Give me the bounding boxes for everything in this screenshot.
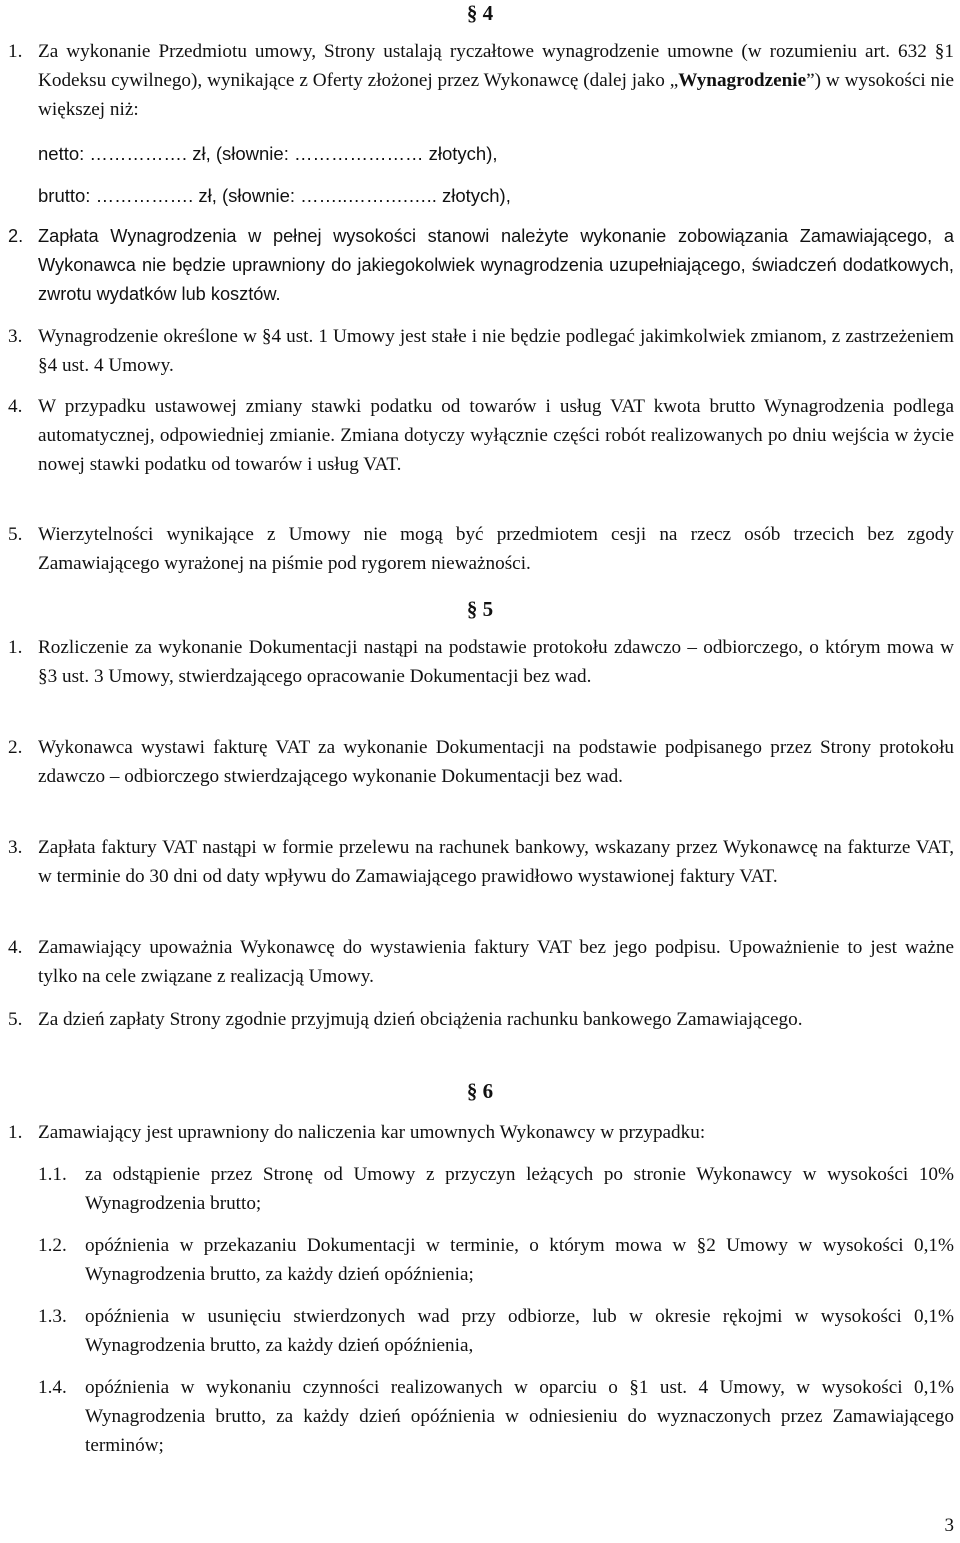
amount-brutto-line: brutto: ……………. zł, (słownie: ……..……….….. złotych), (38, 185, 511, 206)
paragraph-text: Wynagrodzenie określone w §4 ust. 1 Umowy jest stałe i nie będzie podlegać jakimkolwiek zmianom, z zastrzeżeniem §4 ust. 4 Umowy. (38, 326, 954, 376)
paragraph-text-part: ”) w wysokości nie większej niż: (38, 70, 954, 120)
paragraph-text: Wykonawca wystawi fakturę VAT za wykonanie Dokumentacji na podstawie podpisanego przez Strony protokołu zdawczo – odbiorczego stwierdzającego wykonanie Dokumentacji bez wad. (38, 737, 954, 787)
sub-item-1-3 (38, 1302, 954, 1360)
paragraph-5-2 (8, 733, 954, 791)
paragraph-5-1 (8, 633, 954, 691)
paragraph-4-3 (8, 322, 954, 380)
sub-item-1-2 (38, 1231, 954, 1289)
paragraph-number: 5. (8, 1009, 23, 1030)
paragraph-number: 3. (8, 326, 23, 347)
paragraph-number: 2. (8, 737, 23, 758)
sub-item-text: opóźnienia w usunięciu stwierdzonych wad przy odbiorze, lub w okresie rękojmi w wysokości 0,1% Wynagrodzenia brutto, za każdy dzień opóźnienia, (85, 1306, 954, 1356)
section-heading-6: § 6 (466, 1079, 494, 1103)
sub-item-text: opóźnienia w przekazaniu Dokumentacji w terminie, o którym mowa w §2 Umowy w wysokości 0,1% Wynagrodzenia brutto, za każdy dzień opóźnienia; (85, 1235, 954, 1285)
paragraph-text: Rozliczenie za wykonanie Dokumentacji nastąpi na podstawie protokołu zdawczo – odbiorczego, o którym mowa w §3 ust. 3 Umowy, stwierdzającego opracowanie Dokumentacji bez wad. (38, 637, 954, 687)
paragraph-4-4 (8, 392, 954, 479)
paragraph-number: 3. (8, 837, 23, 858)
paragraph-number: 1. (8, 1122, 23, 1143)
paragraph-4-1 (8, 37, 954, 124)
paragraph-text: Zamawiający jest uprawniony do naliczenia kar umownych Wykonawcy w przypadku: (38, 1122, 706, 1143)
paragraph-number: 5. (8, 524, 23, 545)
paragraph-number: 2. (8, 226, 24, 246)
paragraph-text: Zapłata faktury VAT nastąpi w formie przelewu na rachunek bankowy, wskazany przez Wykonawcę na fakturze VAT, w terminie do 30 dni od daty wpływu do Zamawiającego prawidłowo wystawionej faktury VAT. (38, 837, 954, 887)
defined-term-bold: Wynagrodzenie (678, 70, 807, 91)
paragraph-text: W przypadku ustawowej zmiany stawki podatku od towarów i usług VAT kwota brutto Wynagrodzenia podlega automatycznej, odpowiedniej zmianie. Zmiana dotyczy wyłącznie części robót realizowanych po dniu wejścia w życie nowej stawki podatku od towarów i usług VAT. (38, 396, 954, 475)
sub-item-1-4 (38, 1373, 954, 1460)
paragraph-4-2 (8, 222, 954, 309)
sub-item-number: 1.3. (38, 1306, 67, 1327)
paragraph-text: Zapłata Wynagrodzenia w pełnej wysokości stanowi należyte wykonanie zobowiązania Zamawiającego, a Wykonawca nie będzie uprawniony do jakiegokolwiek wynagrodzenia uzupełniającego, świadczeń dodatkowych, zwrotu wydatków lub kosztów. (38, 226, 954, 304)
paragraph-number: 1. (8, 637, 23, 658)
page-number: 3 (944, 1515, 954, 1536)
sub-item-text: opóźnienia w wykonaniu czynności realizowanych w oparciu o §1 ust. 4 Umowy, w wysokości 0,1% Wynagrodzenia brutto, za każdy dzień opóźnienia w odniesieniu do wyznaczonych przez Zamawiającego terminów; (85, 1377, 954, 1456)
paragraph-5-4 (8, 933, 954, 991)
sub-item-number: 1.1. (38, 1164, 67, 1185)
sub-item-1-1 (38, 1160, 954, 1218)
section-heading-4: § 4 (466, 1, 494, 25)
paragraph-number: 4. (8, 396, 23, 417)
sub-item-text: za odstąpienie przez Stronę od Umowy z przyczyn leżących po stronie Wykonawcy w wysokości 10% Wynagrodzenia brutto; (85, 1164, 954, 1214)
paragraph-4-5 (8, 520, 954, 578)
paragraph-5-5 (8, 1005, 954, 1034)
section-heading-5: § 5 (466, 597, 494, 621)
paragraph-5-3 (8, 833, 954, 891)
sub-item-number: 1.4. (38, 1377, 67, 1398)
paragraph-text: Za dzień zapłaty Strony zgodnie przyjmują dzień obciążenia rachunku bankowego Zamawiającego. (38, 1009, 803, 1030)
amount-netto-line: netto: ……………. zł, (słownie: ………………… złotych), (38, 143, 498, 164)
sub-item-number: 1.2. (38, 1235, 67, 1256)
paragraph-6-1 (8, 1118, 954, 1147)
paragraph-number: 1. (8, 41, 23, 62)
paragraph-text-part: Za wykonanie Przedmiotu umowy, Strony ustalają ryczałtowe wynagrodzenie umowne (w rozumieniu art. 632 §1 Kodeksu cywilnego), wynikające z Oferty złożonej przez Wykonawcę (dalej jako „ (38, 41, 954, 91)
paragraph-number: 4. (8, 937, 23, 958)
paragraph-text: Wierzytelności wynikające z Umowy nie mogą być przedmiotem cesji na rzecz osób trzecich bez zgody Zamawiającego wyrażonej na piśmie pod rygorem nieważności. (38, 524, 954, 574)
paragraph-text: Zamawiający upoważnia Wykonawcę do wystawienia faktury VAT bez jego podpisu. Upoważnienie to jest ważne tylko na cele związane z realizacją Umowy. (38, 937, 954, 987)
paragraph-text (38, 37, 954, 124)
